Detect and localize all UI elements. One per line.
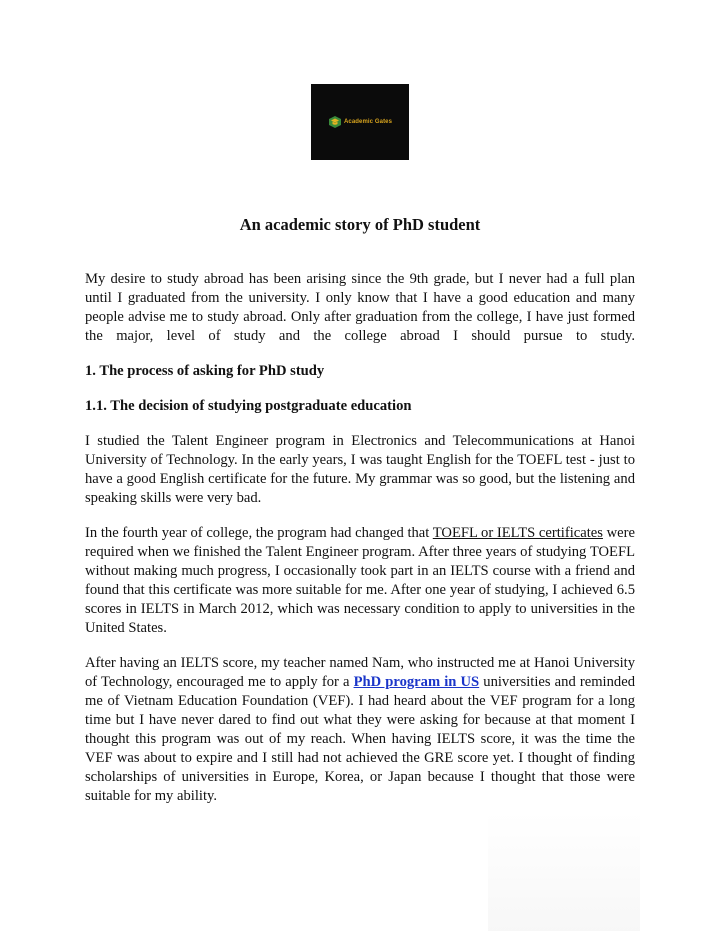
- graduation-cap-icon: [328, 115, 342, 129]
- subsection-heading-1-1: 1.1. The decision of studying postgraduate education: [85, 398, 412, 414]
- paragraph-text: In the fourth year of college, the program had changed that: [85, 525, 433, 541]
- page-shadow: [488, 812, 640, 931]
- phd-program-link[interactable]: PhD program in US: [353, 674, 480, 690]
- logo: [311, 84, 409, 160]
- paragraph-vef: [85, 654, 635, 806]
- logo-text: Academic Gates: [343, 119, 393, 125]
- section-heading-1: 1. The process of asking for PhD study: [85, 363, 325, 379]
- paragraph-study-program: I studied the Talent Engineer program in Electronics and Telecommunications at Hanoi University of Technology. In the early years, I was taught English for the TOEFL test - just to have a good English certificate for the future. My grammar was so good, but the listening and speaking skills were very bad.: [85, 433, 635, 506]
- paragraph-ielts: [85, 524, 635, 638]
- paragraph-text: were required when we finished the Talent Engineer program. After three years of studying TOEFL without making much progress, I occasionally took part in an IELTS course with a friend and found that this certificate was more suitable for me. After one year of studying, I achieved 6.5 scores in IELTS in March 2012, which was necessary condition to apply to universities in the United States.: [85, 525, 635, 636]
- paragraph-text: After having an IELTS score, my teacher named Nam, who instructed me at Hanoi University of Technology, encouraged me to apply for a: [85, 655, 635, 690]
- intro-paragraph: My desire to study abroad has been arising since the 9th grade, but I never had a full plan until I graduated from the university. I only know that I have a good education and many people advise me to study abroad. Only after graduation from the college, I have just formed the major, level of study and the college abroad I should pursue to study.: [85, 271, 635, 344]
- document-body: [85, 270, 635, 806]
- paragraph-text: universities and reminded me of Vietnam Education Foundation (VEF). I had heard about the VEF program for a long time but I have never dared to find out what they were asking for because at that moment I thought this program was out of my reach. When having IELTS score, it was the time the VEF was about to expire and I still had not achieved the GRE score yet. I thought of finding scholarships of universities in Europe, Korea, or Japan because I thought that those were suitable for my ability.: [85, 674, 635, 804]
- document-title: An academic story of PhD student: [239, 215, 481, 234]
- underlined-phrase: TOEFL or IELTS certificates: [432, 525, 603, 541]
